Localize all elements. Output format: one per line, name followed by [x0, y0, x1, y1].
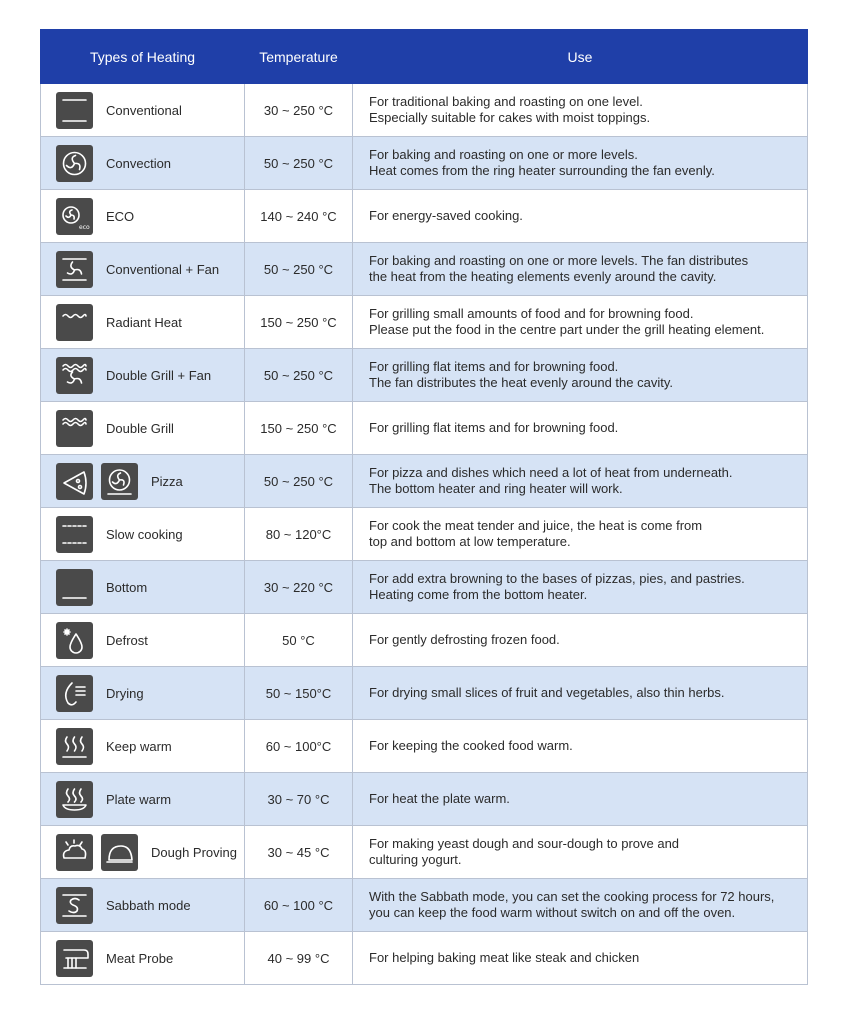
use-description-line: For traditional baking and roasting on one level. — [369, 94, 643, 109]
use-cell — [353, 402, 808, 455]
use-description-line: The fan distributes the heat evenly around the cavity. — [369, 375, 673, 390]
use-description-line: For making yeast dough and sour-dough to prove and — [369, 836, 680, 851]
heating-type-cell — [41, 614, 245, 667]
table-row — [41, 773, 808, 826]
heating-type-label: Drying — [106, 685, 144, 701]
temperature-cell: 50 ~ 250 °C — [245, 243, 353, 296]
use-description-line: For gently defrosting frozen food. — [369, 632, 560, 647]
heating-type-cell — [41, 402, 245, 455]
heating-type-cell — [41, 826, 245, 879]
use-description-line: Please put the food in the centre part under the grill heating element. — [369, 322, 765, 337]
temperature-cell: 50 ~ 250 °C — [245, 137, 353, 190]
use-description-line: Heating come from the bottom heater. — [369, 587, 588, 602]
table-row — [41, 296, 808, 349]
use-description-line: For energy-saved cooking. — [369, 208, 523, 223]
conventional-fan-icon — [56, 251, 93, 288]
use-cell — [353, 932, 808, 985]
header-temperature: Temperature — [245, 30, 353, 84]
temperature-cell: 30 ~ 250 °C — [245, 84, 353, 137]
use-description-line: Especially suitable for cakes with moist toppings. — [369, 110, 651, 125]
use-description-line: For heat the plate warm. — [369, 791, 510, 806]
use-cell — [353, 773, 808, 826]
heating-type-label: Sabbath mode — [106, 897, 191, 913]
use-cell — [353, 561, 808, 614]
use-cell — [353, 190, 808, 243]
use-description-line: For keeping the cooked food warm. — [369, 738, 573, 753]
heating-type-cell — [41, 243, 245, 296]
temperature-cell: 150 ~ 250 °C — [245, 402, 353, 455]
heating-type-label: Convection — [106, 155, 172, 171]
table-row — [41, 455, 808, 508]
double-grill-icon — [56, 410, 93, 447]
header-use: Use — [353, 30, 808, 84]
heating-type-cell — [41, 349, 245, 402]
heating-type-cell — [41, 720, 245, 773]
table-body — [41, 84, 808, 985]
convection-icon — [56, 145, 93, 182]
use-description-line: For baking and roasting on one or more levels. — [369, 147, 638, 162]
table-row — [41, 243, 808, 296]
heating-type-cell — [41, 190, 245, 243]
heating-type-label: Keep warm — [106, 738, 172, 754]
use-description-line: For add extra browning to the bases of pizzas, pies, and pastries. — [369, 571, 745, 586]
use-description-line: culturing yogurt. — [369, 852, 462, 867]
meat-probe-icon — [56, 940, 93, 977]
table-row — [41, 826, 808, 879]
use-description-line: For grilling small amounts of food and for browning food. — [369, 306, 694, 321]
temperature-cell: 80 ~ 120°C — [245, 508, 353, 561]
heating-type-label: Defrost — [106, 632, 148, 648]
keep-warm-icon — [56, 728, 93, 765]
defrost-icon — [56, 622, 93, 659]
table-row — [41, 402, 808, 455]
table-header-row — [41, 30, 808, 84]
use-description-line: top and bottom at low temperature. — [369, 534, 571, 549]
heating-type-cell — [41, 137, 245, 190]
heating-type-cell — [41, 879, 245, 932]
table-row — [41, 349, 808, 402]
svg-text:eco: eco — [79, 223, 90, 231]
heating-type-label: Meat Probe — [106, 950, 174, 966]
table-row — [41, 561, 808, 614]
use-description-line: the heat from the heating elements evenly around the cavity. — [369, 269, 717, 284]
heating-type-label: Bottom — [106, 579, 148, 595]
use-cell — [353, 667, 808, 720]
use-description-line: For pizza and dishes which need a lot of heat from underneath. — [369, 465, 733, 480]
sabbath-mode-icon — [56, 887, 93, 924]
temperature-cell: 30 ~ 70 °C — [245, 773, 353, 826]
heating-types-table — [40, 29, 808, 985]
drying-icon — [56, 675, 93, 712]
plate-warm-icon — [56, 781, 93, 818]
use-cell — [353, 614, 808, 667]
temperature-cell: 30 ~ 220 °C — [245, 561, 353, 614]
heating-type-label: Pizza — [151, 473, 183, 489]
heating-type-label: Double Grill — [106, 420, 174, 436]
radiant-heat-icon — [56, 304, 93, 341]
heating-type-label: Radiant Heat — [106, 314, 182, 330]
use-description-line: With the Sabbath mode, you can set the cooking process for 72 hours, — [369, 889, 775, 904]
use-cell — [353, 296, 808, 349]
heating-type-cell — [41, 455, 245, 508]
temperature-cell: 50 ~ 250 °C — [245, 349, 353, 402]
temperature-cell: 150 ~ 250 °C — [245, 296, 353, 349]
pizza-slice-icon — [56, 463, 93, 500]
heating-type-label: Dough Proving — [151, 844, 237, 860]
temperature-cell: 60 ~ 100 °C — [245, 879, 353, 932]
proving-dish-icon — [101, 834, 138, 871]
heating-type-label: Conventional — [106, 102, 182, 118]
table-row — [41, 84, 808, 137]
use-description-line: For helping baking meat like steak and chicken — [369, 950, 640, 965]
temperature-cell: 50 °C — [245, 614, 353, 667]
temperature-cell: 50 ~ 250 °C — [245, 455, 353, 508]
heating-type-label: Double Grill + Fan — [106, 367, 212, 383]
heating-type-cell — [41, 84, 245, 137]
use-description-line: The bottom heater and ring heater will work. — [369, 481, 623, 496]
dough-icon — [56, 834, 93, 871]
ring-heater-icon — [101, 463, 138, 500]
table-row — [41, 137, 808, 190]
use-description-line: For grilling flat items and for browning food. — [369, 359, 619, 374]
header-types-of-heating: Types of Heating — [41, 30, 245, 84]
slow-cooking-icon — [56, 516, 93, 553]
bottom-heat-icon — [56, 569, 93, 606]
table-row — [41, 667, 808, 720]
table-row — [41, 932, 808, 985]
heating-type-cell — [41, 296, 245, 349]
heating-type-label: Conventional + Fan — [106, 261, 220, 277]
use-cell — [353, 879, 808, 932]
use-cell — [353, 455, 808, 508]
use-description-line: you can keep the food warm without switch on and off the oven. — [369, 905, 736, 920]
table-row — [41, 720, 808, 773]
temperature-cell: 50 ~ 150°C — [245, 667, 353, 720]
use-description-line: For baking and roasting on one or more levels. The fan distributes — [369, 253, 749, 268]
use-cell — [353, 826, 808, 879]
use-description-line: For grilling flat items and for browning food. — [369, 420, 619, 435]
use-description-line: For cook the meat tender and juice, the heat is come from — [369, 518, 703, 533]
heating-type-cell — [41, 508, 245, 561]
use-cell — [353, 720, 808, 773]
use-cell — [353, 84, 808, 137]
heating-type-cell — [41, 561, 245, 614]
conventional-icon — [56, 92, 93, 129]
use-description-line: Heat comes from the ring heater surrounding the fan evenly. — [369, 163, 715, 178]
heating-type-label: ECO — [106, 208, 135, 224]
heating-type-cell — [41, 667, 245, 720]
use-cell — [353, 349, 808, 402]
table-row — [41, 879, 808, 932]
heating-type-cell — [41, 773, 245, 826]
temperature-cell: 30 ~ 45 °C — [245, 826, 353, 879]
use-cell — [353, 508, 808, 561]
temperature-cell: 60 ~ 100°C — [245, 720, 353, 773]
heating-type-label: Plate warm — [106, 791, 172, 807]
table-row — [41, 614, 808, 667]
use-cell — [353, 137, 808, 190]
heating-type-cell — [41, 932, 245, 985]
use-cell — [353, 243, 808, 296]
table-row — [41, 508, 808, 561]
use-description-line: For drying small slices of fruit and vegetables, also thin herbs. — [369, 685, 725, 700]
temperature-cell: 40 ~ 99 °C — [245, 932, 353, 985]
double-grill-fan-icon — [56, 357, 93, 394]
table-row — [41, 190, 808, 243]
temperature-cell: 140 ~ 240 °C — [245, 190, 353, 243]
eco-icon — [56, 198, 93, 235]
heating-type-label: Slow cooking — [106, 526, 183, 542]
